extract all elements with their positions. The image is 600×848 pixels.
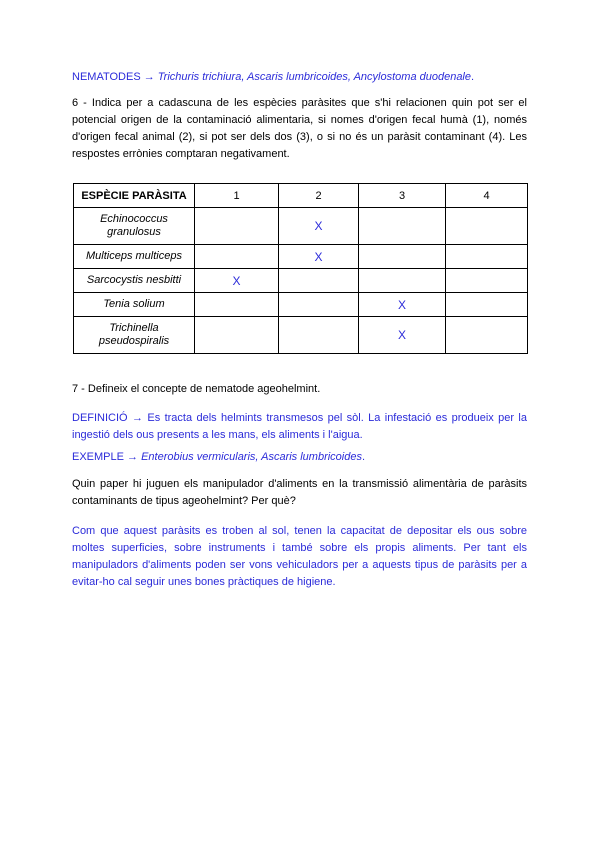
nematodes-period: . <box>471 71 475 83</box>
header-col-3: 3 <box>359 184 446 208</box>
species-cell: Echinococcus granulosus <box>74 208 195 245</box>
answer-cell <box>446 208 528 245</box>
answer-cell: X <box>279 208 359 245</box>
answer-cell <box>446 245 528 269</box>
table-row <box>74 269 528 293</box>
species-cell: Sarcocystis nesbitti <box>74 269 195 293</box>
answer-cell <box>279 317 359 354</box>
answer-cell <box>359 245 446 269</box>
answer-cell <box>195 317 279 354</box>
answer-cell <box>446 317 528 354</box>
answer-cell <box>446 269 528 293</box>
example-label: EXEMPLE → <box>72 451 139 463</box>
table-row <box>74 208 528 245</box>
answer-cell: X <box>359 317 446 354</box>
example-species: Enterobius vermicularis, Ascaris lumbricoides <box>141 451 362 463</box>
answer-cell: X <box>359 293 446 317</box>
question-7: 7 - Defineix el concepte de nematode ageohelmint. <box>72 383 321 395</box>
answer-cell <box>279 293 359 317</box>
question-6: 6 - Indica per a cadascuna de les espècies paràsites que s'hi relacionen quin pot ser el potencial origen de la contaminació alimentaria, si nomes d'origen fecal humà (1), només d'origen fecal animal (2), si pot ser dels dos (3), o si no és un paràsit contaminant (4). Les respostes errònies comptaran negativament. <box>72 97 527 160</box>
answer-cell <box>359 269 446 293</box>
header-col-1: 1 <box>195 184 279 208</box>
header-species: ESPÈCIE PARÀSITA <box>74 184 195 208</box>
species-cell: Multiceps multiceps <box>74 245 195 269</box>
parasite-origin-table <box>73 183 528 354</box>
nematodes-label: NEMATODES → <box>72 71 155 83</box>
header-col-4: 4 <box>446 184 528 208</box>
manipulators-answer: Com que aquest paràsits es troben al sol, tenen la capacitat de depositar els ous sobre moltes superficies, sobre instruments i també sobre els propis aliments. Per tant els manipuladors d'aliments poden ser vons vehiculadors per a aquests tipus de paràsits per a evitar-ho cal seguir unes bones pràctiques de higiene. <box>72 525 527 588</box>
species-cell: Tenia solium <box>74 293 195 317</box>
table-row <box>74 293 528 317</box>
nematodes-species: Trichuris trichiura, Ascaris lumbricoides, Ancylostoma duodenale <box>157 71 471 83</box>
answer-cell: X <box>279 245 359 269</box>
answer-cell <box>195 208 279 245</box>
example-period: . <box>361 451 366 463</box>
answer-cell: X <box>195 269 279 293</box>
table-header-row <box>74 184 528 208</box>
answer-cell <box>446 293 528 317</box>
answer-cell <box>279 269 359 293</box>
species-cell: Trichinella pseudospiralis <box>74 317 195 354</box>
definition-answer: DEFINICIÓ → Es tracta dels helmints transmesos pel sòl. La infestació es produeix per la ingestió dels ous presents a les mans, els aliments i l'aigua. <box>72 412 527 441</box>
nematodes-answer <box>72 69 527 86</box>
answer-cell <box>195 293 279 317</box>
header-col-2: 2 <box>279 184 359 208</box>
table-row <box>74 245 528 269</box>
example-answer <box>72 449 527 466</box>
answer-cell <box>359 208 446 245</box>
question-manipulators: Quin paper hi juguen els manipulador d'aliments en la transmissió alimentària de paràsits contaminants de tipus ageohelmint? Per què? <box>72 478 527 507</box>
table-row <box>74 317 528 354</box>
answer-cell <box>195 245 279 269</box>
